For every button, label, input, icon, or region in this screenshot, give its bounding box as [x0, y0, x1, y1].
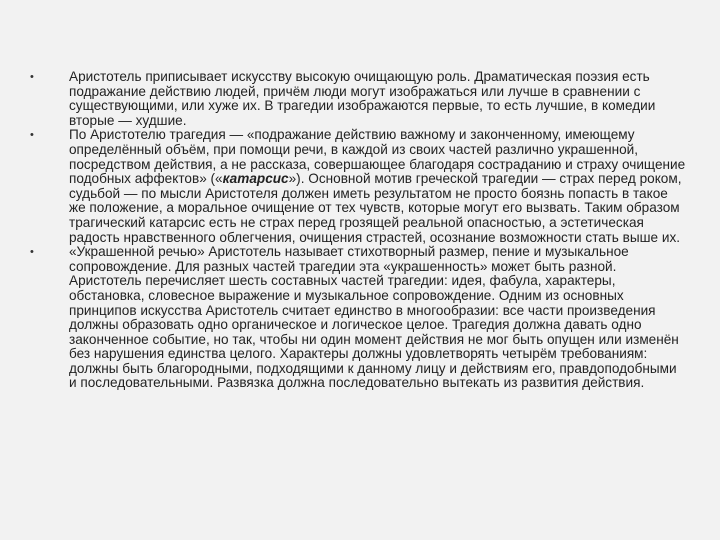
bullet-list	[26, 70, 686, 391]
bullet-icon: •	[30, 246, 34, 259]
bullet-text: «Украшенной речью» Аристотель называет стихотворный размер, пение и музыкальное сопровождение. Для разных частей трагедии эта «украшенность» может быть разной. Аристотель перечисляет шесть составных частей трагедии: идея, фабула, характеры, обстановка, словесное выражение и музыкальное сопровождение. Одним из основных принципов искусства Аристотель считает единство в многообразии: все части произведения должны образовать одно органическое и логическое целое. Трагедия должна давать одно законченное событие, но так, чтобы ни один момент действия не мог быть опущен или изменён без нарушения единства целого. Характеры должны удовлетворять четырём требованиям: должны быть благородными, подходящими к данному лицу и действиям его, правдоподобными и последовательными. Развязка должна последовательно вытекать из развития действия.	[69, 244, 679, 391]
bullet-item-tragedy-definition	[26, 128, 686, 245]
bullet-text: Аристотель приписывает искусству высокую очищающую роль. Драматическая поэзия есть подражание действию людей, причём люди могут изображаться или лучше в сравнении с существующими, или хуже их. В трагедии изображаются первые, то есть лучшие, в комедии вторые — худшие.	[69, 69, 656, 128]
bullet-text	[69, 128, 686, 245]
bullet-icon: •	[30, 129, 34, 142]
bullet-text-part: »). Основной мотив греческой трагедии — страх перед роком, судьбой — по мысли Аристотеля должен иметь результатом не просто боязнь попасть в такое же положение, а моральное очищение от тех чувств, которые могут его вызвать. Таким образом трагический катарсис есть не страх перед грозящей реальной опасностью, а эстетическая радость нравственного облегчения, очищения страстей, осознание возможности стать выше их.	[69, 171, 682, 245]
bullet-item-decorated-speech	[26, 245, 686, 391]
bullet-item-aristotle-purifying-role	[26, 70, 686, 128]
bullet-text-part: По Аристотелю трагедия — «подражание действию важному и законченному, имеющему определённый объём, при помощи речи, в каждой из своих частей различно украшенной, посредством действия, а не рассказа, совершающее благодаря состраданию и страху очищение подобных аффектов» («	[69, 127, 686, 187]
bullet-icon: •	[30, 71, 34, 83]
catharsis-emphasis: катарсис	[222, 171, 289, 187]
